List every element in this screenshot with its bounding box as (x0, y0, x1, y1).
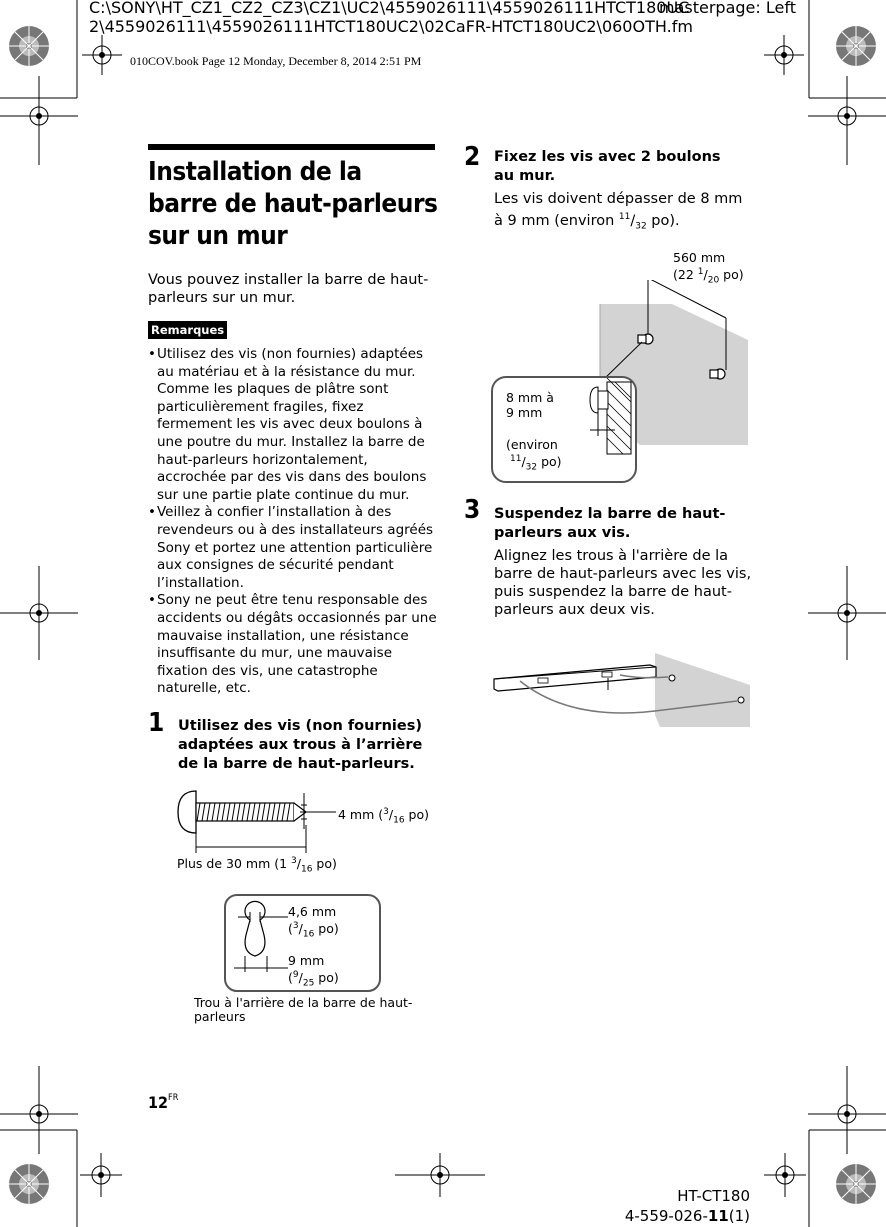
step-2-number: 2 (464, 142, 481, 172)
screw-figure (170, 785, 340, 865)
section-title: Installation de la barre de haut-parleurs sur un mur (148, 157, 438, 251)
keyhole-caption: Trou à l'arrière de la barre de haut-parleurs (194, 995, 413, 1024)
hole-height-label: 9 mm ($^9/_{25}$ po) (288, 953, 339, 989)
step-1-number: 1 (148, 708, 165, 738)
protrusion-label: 8 mm à 9 mm (506, 390, 554, 420)
masterpage-label: masterpage: Left (659, 0, 796, 17)
step-2-body: Les vis doivent dépasser de 8 mm à 9 mm (environ $^{11}/_{32}$ po). (494, 191, 743, 232)
remark-item: • Veillez à confier l’installation à des revendeurs ou à des installateurs agréés Sony et portez une attention particulière aux consignes de sécurité pendant l’installation. (148, 504, 438, 592)
step-3-title: Suspendez la barre de haut-parleurs aux vis. (494, 506, 726, 541)
intro-text: Vous pouvez installer la barre de haut-parleurs sur un mur. (148, 272, 429, 306)
step-3-body: Alignez les trous à l'arrière de la barre de haut-parleurs avec les vis, puis suspendez la barre de haut-parleurs aux deux vis. (494, 548, 752, 618)
screw-diameter-label: 4 mm ($^3/_{16}$ po) (338, 807, 429, 826)
model-number: HT-CT180 (677, 1187, 750, 1205)
part-number: 4-559-026-11(1) (624, 1207, 750, 1225)
remark-item: • Sony ne peut être tenu responsable des accidents ou dégâts occasionnés par une mauvaise installation, une résistance insuffisante du mur, une mauvaise fixation des vis, une catastrophe naturelle, etc. (148, 592, 438, 698)
file-path-line-2: 2\4559026111\4559026111HTCT180UC2\02CaFR-HTCT180UC2\060OTH.fm (89, 17, 693, 36)
step-1-title: Utilisez des vis (non fournies) adaptées aux trous à l’arrière de la barre de haut-parleurs. (178, 718, 423, 772)
remarks-label: Remarques (148, 321, 227, 339)
hole-width-label: 4,6 mm ($^3/_{16}$ po) (288, 904, 339, 940)
page-number: $12^{FR}$ (148, 1093, 179, 1112)
remark-item: • Utilisez des vis (non fournies) adaptées au matériau et à la résistance du mur. Comme les plaques de plâtre sont particulièrement fragiles, fixez fermement les vis avec deux boulons à une poutre du mur. Installez la barre de haut-parleurs horizontalement, accrochée par des vis dans des boulons sur une partie plate continue du mur. (148, 346, 438, 504)
step-3-number: 3 (464, 495, 481, 525)
remarks-list (148, 346, 438, 698)
screw-length-label: Plus de 30 mm (1 $^3/_{16}$ po) (177, 856, 337, 875)
file-path-line-1: C:\SONY\HT_CZ1_CZ2_CZ3\CZ1\UC2\4559026111\4559026111HTCT180UC (89, 0, 690, 17)
step-2-title: Fixez les vis avec 2 boulons au mur. (494, 149, 721, 184)
book-info-line: 010COV.book Page 12 Monday, December 8, 2014 2:51 PM (130, 54, 422, 68)
screw-spacing-label: 560 mm (22 $^1/_{20}$ po) (673, 250, 744, 286)
soundbar-figure (490, 645, 752, 730)
approx-label: (environ $^{11}/_{32}$ po) (506, 437, 562, 473)
title-rule (148, 144, 435, 150)
